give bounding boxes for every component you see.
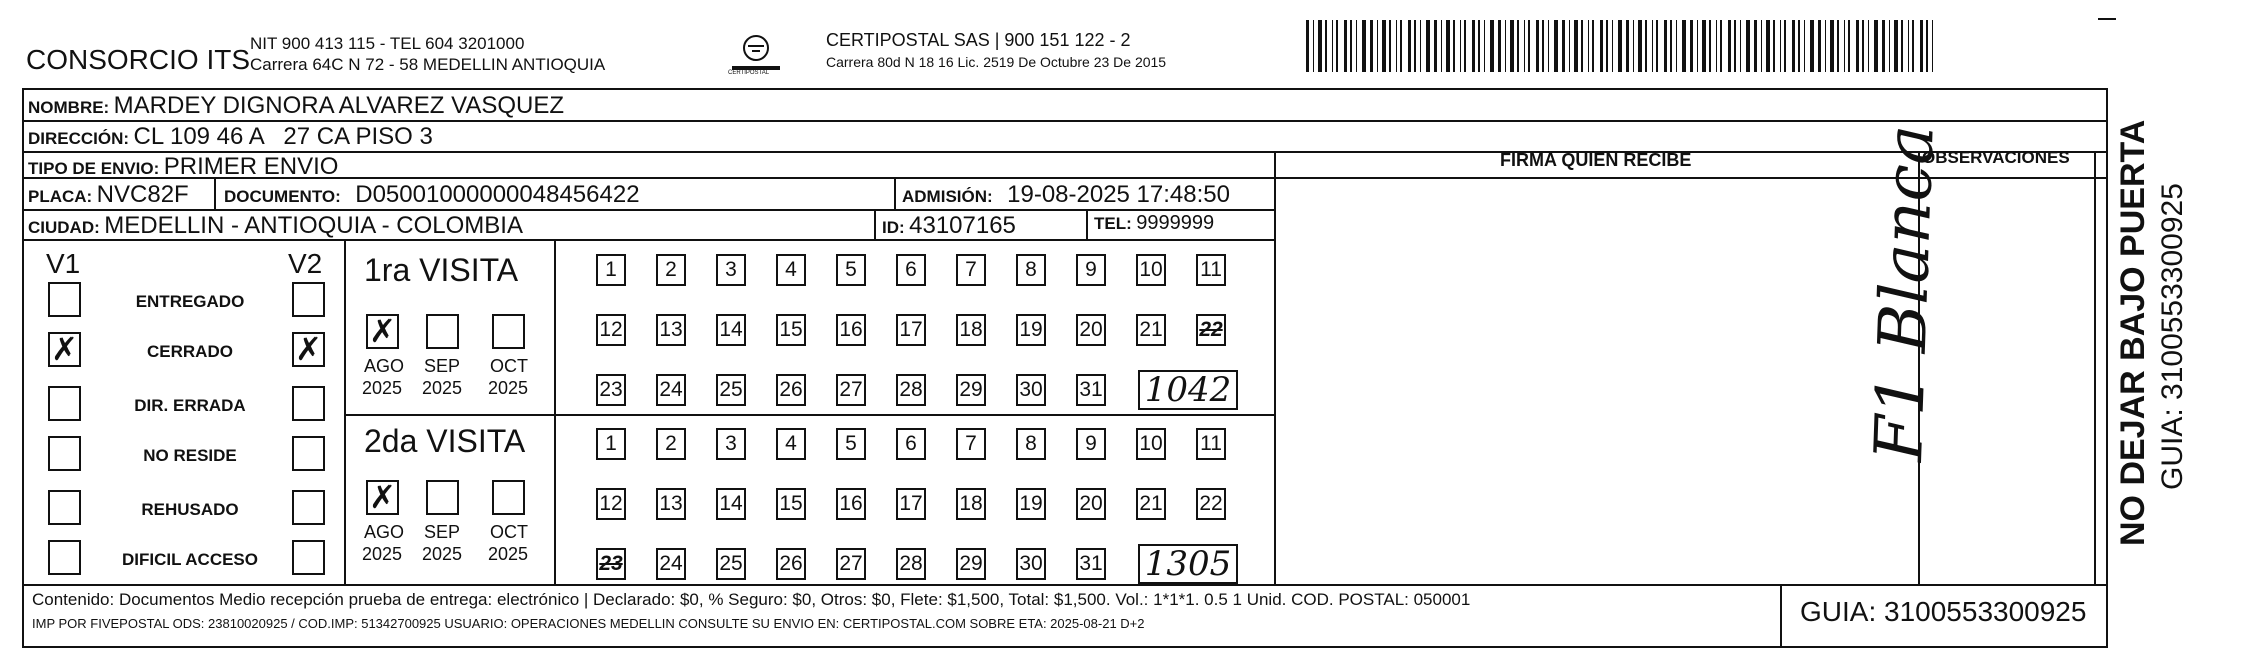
barcode-bar (1588, 20, 1589, 72)
barcode-bar (1569, 20, 1570, 72)
visit2-day: 11 (1196, 428, 1226, 460)
visit1-month-year: 2025 (362, 378, 403, 398)
signature: F1 Blanca (1860, 123, 1949, 463)
barcode-bar (1306, 20, 1309, 72)
visit1-day (1196, 314, 1226, 346)
visit2-day: 15 (776, 488, 806, 520)
side-guia: GUIA: 3100553300925 (2156, 183, 2189, 490)
visit2-month-box (426, 480, 459, 515)
barcode-bar (1932, 20, 1933, 72)
barcode-bar (1370, 20, 1373, 72)
barcode-bar (1382, 20, 1386, 72)
visit2-marked-day: 23 (599, 552, 623, 575)
visit1-day: 29 (956, 374, 986, 406)
visit2-month-name: SEP (424, 522, 461, 542)
visit2-day: 5 (836, 428, 866, 460)
logo-caption: CERTIPOSTAL (728, 70, 770, 76)
company-name: CONSORCIO ITS (26, 44, 251, 75)
barcode-bar (1344, 20, 1347, 72)
barcode-bar (1626, 20, 1629, 72)
barcode-bar (1908, 20, 1909, 72)
barcode-bar (1396, 20, 1397, 72)
barcode-bar (1830, 20, 1834, 72)
visit2-day: 16 (836, 488, 866, 520)
visit2-month-name: OCT (490, 522, 528, 542)
barcode-bar (1848, 20, 1850, 72)
v1-checkbox (48, 490, 81, 525)
visit1-day: 13 (656, 314, 686, 346)
visit1-month-box: ✗ (366, 314, 399, 349)
v1-checkbox (48, 386, 81, 421)
visit1-day: 26 (776, 374, 806, 406)
visit2-day: 6 (896, 428, 926, 460)
nombre-row (28, 92, 564, 120)
barcode-bar (1837, 20, 1839, 72)
barcode-bar (1414, 20, 1416, 72)
barcode-bar (1874, 20, 1878, 72)
barcode-bar (1818, 20, 1821, 72)
barcode-bar (1434, 20, 1437, 72)
ciudad-row (28, 212, 523, 240)
visit1-day: 14 (716, 314, 746, 346)
barcode-bar (1664, 20, 1667, 72)
v1-checkbox (48, 282, 81, 317)
barcode-bar (1318, 20, 1322, 72)
tipo-value: PRIMER ENVIO (163, 153, 339, 180)
barcode-bar (1652, 20, 1653, 72)
barcode-bar (1697, 20, 1698, 72)
barcode-bar (1862, 20, 1864, 72)
documento-value: D05001000000048456422 (355, 181, 640, 208)
barcode-bar (1478, 20, 1480, 72)
visit1-day: 11 (1196, 254, 1226, 286)
barcode-bar (1592, 20, 1594, 72)
barcode-bar (1600, 20, 1603, 72)
visit2-day: 3 (716, 428, 746, 460)
visit1-day: 23 (596, 374, 626, 406)
barcode-bar (1606, 20, 1608, 72)
ciudad-value: MEDELLIN - ANTIOQUIA - COLOMBIA (104, 212, 523, 239)
certipostal-logo (728, 32, 784, 76)
barcode-bar (1868, 20, 1869, 72)
visit1-month-name: AGO (364, 356, 405, 376)
corner-mark (2098, 18, 2116, 20)
footer-guia: GUIA: 3100553300925 (1800, 596, 2087, 627)
company-address: Carrera 64C N 72 - 58 MEDELLIN ANTIOQUIA (250, 55, 606, 74)
visit2-day: 4 (776, 428, 806, 460)
visit1-day: 25 (716, 374, 746, 406)
barcode-bar (1389, 20, 1391, 72)
observaciones-header: OBSERVACIONES (1922, 148, 2070, 167)
visit1-day: 30 (1016, 374, 1046, 406)
visit1-day: 18 (956, 314, 986, 346)
barcode-bar (1618, 20, 1622, 72)
v2-checkbox (292, 436, 325, 471)
barcode-bar (1377, 20, 1378, 72)
barcode-bar (1912, 20, 1914, 72)
visit1-month-year: 2025 (422, 378, 463, 398)
barcode-bar (1408, 20, 1411, 72)
barcode-bar (1792, 20, 1795, 72)
barcode-bar (1536, 20, 1539, 72)
visit1-day: 10 (1136, 254, 1166, 286)
barcode-bar (1734, 20, 1736, 72)
barcode-bar (1754, 20, 1757, 72)
barcode-bar (1528, 20, 1530, 72)
barcode-bar (1460, 20, 1461, 72)
tel-value: 9999999 (1136, 212, 1215, 234)
v1-label: V1 (46, 248, 81, 279)
visit2-day: 31 (1076, 548, 1106, 580)
barcode-bar (1524, 20, 1525, 72)
v2-checkbox (292, 282, 325, 317)
visit2-day: 1 (596, 428, 626, 460)
visit1-day: 5 (836, 254, 866, 286)
visit1-marked-day: 22 (1199, 318, 1223, 341)
visit2-day: 19 (1016, 488, 1046, 520)
barcode-bar (1313, 20, 1314, 72)
visit2-day: 7 (956, 428, 986, 460)
courier-name: CERTIPOSTAL SAS | 900 151 122 - 2 (826, 30, 1131, 50)
visit2-day: 18 (956, 488, 986, 520)
visit2-day: 26 (776, 548, 806, 580)
v2-checkbox: ✗ (292, 332, 325, 367)
barcode-bar (1453, 20, 1455, 72)
visit1-day: 7 (956, 254, 986, 286)
barcode-bar (1682, 20, 1686, 72)
direccion-value: CL 109 46 A 27 CA PISO 3 (133, 123, 433, 150)
barcode-bar (1633, 20, 1634, 72)
barcode-bar (1638, 20, 1642, 72)
visit1-day: 4 (776, 254, 806, 286)
visit1-day: 8 (1016, 254, 1046, 286)
visit2-day: 27 (836, 548, 866, 580)
tel-label: TEL: (1094, 214, 1132, 233)
visit1-day: 16 (836, 314, 866, 346)
nombre-label: NOMBRE: (28, 98, 110, 117)
barcode-bar (1484, 20, 1485, 72)
barcode-bar (1784, 20, 1786, 72)
barcode-bar (1574, 20, 1578, 72)
visit2-day: 21 (1136, 488, 1166, 520)
barcode-bar (1889, 20, 1890, 72)
barcode-bar (1505, 20, 1506, 72)
visit1-month-box (492, 314, 525, 349)
barcode-bar (1670, 20, 1672, 72)
barcode-bar (1766, 20, 1770, 72)
footer-line2: IMP POR FIVEPOSTAL ODS: 23810020925 / COD.IMP: 51342700925 USUARIO: OPERACIONES MEDELLIN CONSULTE SU ENVIO EN: CERTIPOSTAL.COM SOBRE ETA: 2025-08-21 D+2 (32, 616, 1145, 631)
v2-checkbox (292, 540, 325, 575)
visit2-title: 2da VISITA (364, 423, 526, 459)
visit1-day: 19 (1016, 314, 1046, 346)
visit1-day: 6 (896, 254, 926, 286)
visit1-day: 28 (896, 374, 926, 406)
tipo-label: TIPO DE ENVIO: (28, 159, 160, 178)
visit2-month-box (492, 480, 525, 515)
visit1-day: 3 (716, 254, 746, 286)
visit2-day: 8 (1016, 428, 1046, 460)
visit1-time: 1042 (1144, 370, 1232, 410)
v2-label: V2 (288, 248, 323, 279)
barcode-bar (1780, 20, 1781, 72)
nombre-value: MARDEY DIGNORA ALVAREZ VASQUEZ (113, 92, 564, 119)
visit1-month-box (426, 314, 459, 349)
visit1-title: 1ra VISITA (364, 252, 519, 288)
visit1-day: 21 (1136, 314, 1166, 346)
visit1-day: 24 (656, 374, 686, 406)
visit2-day: 13 (656, 488, 686, 520)
admision-label: ADMISIÓN: (902, 187, 993, 206)
barcode-bar (1825, 20, 1826, 72)
barcode-bar (1656, 20, 1658, 72)
courier-address: Carrera 80d N 18 16 Lic. 2519 De Octubre 23 De 2015 (826, 54, 1167, 70)
barcode-bar (1400, 20, 1402, 72)
barcode-bar (1740, 20, 1741, 72)
nit-line: NIT 900 413 115 - TEL 604 3201000 (250, 34, 525, 53)
visit2-day: 29 (956, 548, 986, 580)
admision-row (902, 181, 1230, 209)
barcode-bar (1804, 20, 1805, 72)
v2-checkbox (292, 386, 325, 421)
barcode-bar (1554, 20, 1558, 72)
visit1-day: 20 (1076, 314, 1106, 346)
barcode-bar (1426, 20, 1430, 72)
visit2-day: 20 (1076, 488, 1106, 520)
barcode-bar (1773, 20, 1775, 72)
status-label: DIR. ERRADA (134, 396, 246, 415)
barcode-bar (1562, 20, 1565, 72)
barcode-bar (1510, 20, 1514, 72)
visit2-day: 25 (716, 548, 746, 580)
barcode-bar (1464, 20, 1466, 72)
barcode-bar (1761, 20, 1762, 72)
barcode-bar (1446, 20, 1450, 72)
id-row (882, 212, 1016, 240)
visit2-day: 10 (1136, 428, 1166, 460)
barcode-bar (1420, 20, 1421, 72)
v2-checkbox (292, 490, 325, 525)
placa-value: NVC82F (96, 181, 189, 208)
visit1-day: 1 (596, 254, 626, 286)
status-label: ENTREGADO (135, 292, 245, 311)
visit2-day: 28 (896, 548, 926, 580)
barcode-bar (1882, 20, 1885, 72)
barcode-bar (1720, 20, 1722, 72)
visit2-month-year: 2025 (422, 544, 463, 564)
visit2-month-box: ✗ (366, 480, 399, 515)
status-label: CERRADO (147, 342, 233, 361)
barcode-bar (1517, 20, 1519, 72)
visit2-day: 2 (656, 428, 686, 460)
firma-header: FIRMA QUIEN RECIBE (1500, 150, 1692, 170)
visit1-day: 2 (656, 254, 686, 286)
barcode-bar (1728, 20, 1731, 72)
barcode-bar (1920, 20, 1923, 72)
barcode-bar (1325, 20, 1327, 72)
admision-value: 19-08-2025 17:48:50 (1007, 181, 1230, 208)
barcode-bar (1746, 20, 1750, 72)
v1-checkbox: ✗ (48, 332, 81, 367)
barcode-bar (1548, 20, 1549, 72)
direccion-label: DIRECCIÓN: (28, 129, 130, 148)
tel-row (1094, 212, 1214, 235)
visit1-day: 27 (836, 374, 866, 406)
direccion-row (28, 123, 433, 151)
visit2-time: 1305 (1144, 544, 1232, 584)
documento-label: DOCUMENTO: (224, 187, 341, 206)
barcode-bar (1676, 20, 1677, 72)
barcode-bar (1612, 20, 1613, 72)
visit2-day (596, 548, 626, 580)
visit1-day: 9 (1076, 254, 1106, 286)
visit2-day: 22 (1196, 488, 1226, 520)
barcode-bar (1901, 20, 1903, 72)
barcode-bar (1350, 20, 1352, 72)
barcode-bar (1542, 20, 1544, 72)
barcode-bar (1356, 20, 1357, 72)
tipo-row (28, 153, 338, 181)
barcode-bar (1441, 20, 1442, 72)
barcode-bar (1798, 20, 1800, 72)
visit1-day: 31 (1076, 374, 1106, 406)
barcode-bar (1690, 20, 1693, 72)
barcode-bar (1894, 20, 1898, 72)
barcode-bar (1926, 20, 1928, 72)
visit1-day: 12 (596, 314, 626, 346)
barcode-bar (1581, 20, 1583, 72)
barcode-bar (1645, 20, 1647, 72)
visit2-day: 14 (716, 488, 746, 520)
visit1-day: 17 (896, 314, 926, 346)
barcode (1306, 20, 1942, 72)
visit1-time-box (1138, 370, 1238, 410)
visit2-day: 30 (1016, 548, 1046, 580)
visit2-month-name: AGO (364, 522, 405, 542)
barcode-bar (1810, 20, 1814, 72)
v1-checkbox (48, 540, 81, 575)
visit1-day: 15 (776, 314, 806, 346)
visit2-month-year: 2025 (362, 544, 403, 564)
side-warning: NO DEJAR BAJO PUERTA (2114, 119, 2152, 546)
barcode-bar (1716, 20, 1717, 72)
status-label: NO RESIDE (143, 446, 237, 465)
placa-row (28, 181, 189, 209)
barcode-bar (1702, 20, 1706, 72)
visit1-month-name: OCT (490, 356, 528, 376)
documento-row (224, 181, 640, 209)
barcode-bar (1498, 20, 1501, 72)
footer-line1: Contenido: Documentos Medio recepción prueba de entrega: electrónico | Declarado: $0, % Seguro: $0, Otros: $0, Flete: $1,500, Total: $1,500. Vol.: 1*1*1. 0.5 1 Unid. COD. POSTAL: 050001 (32, 590, 1471, 609)
visit2-time-box (1138, 544, 1238, 584)
visit2-day: 9 (1076, 428, 1106, 460)
id-label: ID: (882, 218, 905, 237)
barcode-bar (1332, 20, 1333, 72)
v1-checkbox (48, 436, 81, 471)
id-value: 43107165 (909, 212, 1016, 239)
ciudad-label: CIUDAD: (28, 218, 100, 237)
barcode-bar (1336, 20, 1338, 72)
barcode-bar (1844, 20, 1845, 72)
status-label: DIFICIL ACCESO (121, 550, 258, 569)
visit1-month-name: SEP (424, 356, 461, 376)
barcode-bar (1709, 20, 1711, 72)
barcode-bar (1490, 20, 1494, 72)
barcode-bar (1362, 20, 1366, 72)
visit2-month-year: 2025 (488, 544, 529, 564)
visit2-day: 17 (896, 488, 926, 520)
barcode-bar (1472, 20, 1475, 72)
visit2-day: 12 (596, 488, 626, 520)
placa-label: PLACA: (28, 187, 93, 206)
status-label: REHUSADO (141, 500, 239, 519)
barcode-bar (1856, 20, 1859, 72)
visit2-day: 24 (656, 548, 686, 580)
visit1-month-year: 2025 (488, 378, 529, 398)
